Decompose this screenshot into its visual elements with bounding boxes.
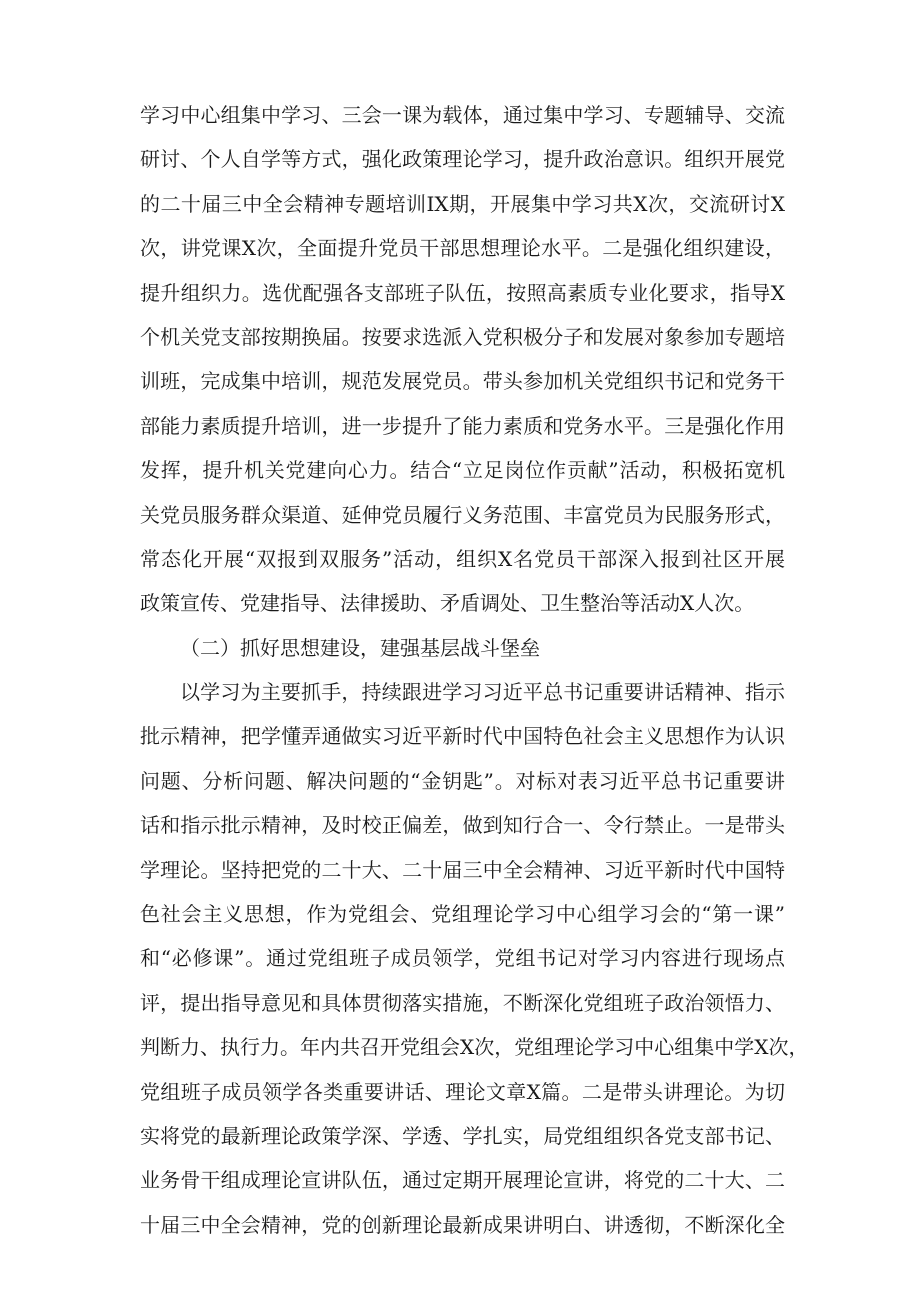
text-line: 色社会主义思想，作为党组会、党组理论学习中心组学习会的“第一课” [140,902,785,927]
text-line: 和“必修课”。通过党组班子成员领学，党组书记对学习内容进行现场点 [140,946,785,971]
text-line: 业务骨干组成理论宣讲队伍，通过定期开展理论宣讲，将党的二十大、二 [140,1168,785,1193]
text-line: 判断力、执行力。年内共召开党组会X次，党组理论学习中心组集中学X次， [140,1035,809,1060]
text-line: 研讨、个人自学等方式，强化政策理论学习，提升政治意识。组织开展党 [140,147,785,172]
text-line: 学习中心组集中学习、三会一课为载体，通过集中学习、专题辅导、交流 [140,103,785,127]
text-line: 话和指示批示精神，及时校正偏差，做到知行合一、令行禁止。一是带头 [140,813,785,838]
text-line: 常态化开展“双报到双服务”活动，组织X名党员干部深入报到社区开展 [140,546,785,571]
text-line: 党组班子成员领学各类重要讲话、理论文章X篇。二是带头讲理论。为切 [140,1079,785,1104]
text-line: 批示精神，把学懂弄通做实习近平新时代中国特色社会主义思想作为认识 [140,724,785,749]
text-line: 提升组织力。选优配强各支部班子队伍，按照高素质专业化要求，指导X [140,280,785,305]
text-line: 次，讲党课X次，全面提升党员干部思想理论水平。二是强化组织建设， [140,236,785,261]
text-line: 以学习为主要抓手，持续跟进学习习近平总书记重要讲话精神、指示 [180,680,785,705]
text-line: 学理论。坚持把党的二十大、二十届三中全会精神、习近平新时代中国特 [140,857,785,882]
section-heading: （二）抓好思想建设，建强基层战斗堡垒 [180,635,540,660]
text-line: 发挥，提升机关党建向心力。结合“立足岗位作贡献”活动，积极拓宽机 [140,458,785,483]
text-line: 的二十届三中全会精神专题培训IX期，开展集中学习共X次，交流研讨X [140,191,785,216]
text-line: 评，提出指导意见和具体贯彻落实措施，不断深化党组班子政治领悟力、 [140,990,785,1015]
text-line: 训班，完成集中培训，规范发展党员。带头参加机关党组织书记和党务干 [140,369,785,394]
paragraph-1 [140,93,809,1247]
text-line: 关党员服务群众渠道、延伸党员履行义务范围、丰富党员为民服务形式， [140,502,785,527]
text-line: 政策宣传、党建指导、法律援助、矛盾调处、卫生整治等活动X人次。 [140,591,755,616]
text-line: 十届三中全会精神，党的创新理论最新成果讲明白、讲透彻，不断深化全 [140,1212,785,1237]
text-line: 实将党的最新理论政策学深、学透、学扎实，局党组组织各党支部书记、 [140,1123,785,1148]
text-line: 部能力素质提升培训，进一步提升了能力素质和党务水平。三是强化作用 [140,413,785,438]
text-line: 个机关党支部按期换届。按要求选派入党积极分子和发展对象参加专题培 [140,324,785,349]
text-line: 问题、分析问题、解决问题的“金钥匙”。对标对表习近平总书记重要讲 [140,768,785,793]
